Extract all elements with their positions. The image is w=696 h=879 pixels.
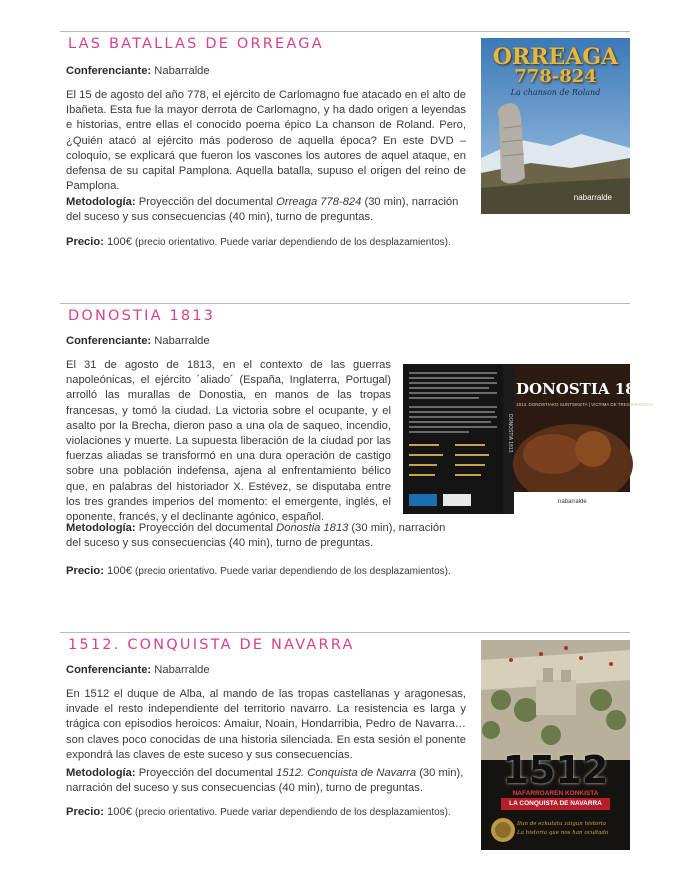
methodology-label: Metodología: — [66, 767, 136, 779]
speaker-label: Conferenciante: — [66, 335, 152, 347]
section-divider — [60, 31, 630, 32]
methodology — [66, 521, 446, 551]
documentary-title: Donostia 1813 — [276, 522, 349, 534]
documentary-title: Orreaga 778-824 — [276, 196, 362, 208]
price-note: (precio orientativo. Puede variar dependiendo de los desplazamientos). — [135, 807, 451, 818]
section-title: DONOSTIA 1813 — [68, 308, 216, 324]
cover-title: DONOSTIA 1813 — [516, 380, 657, 398]
orreaga-dvd-cover — [481, 38, 630, 214]
speaker-name: Nabarralde — [151, 664, 210, 676]
price-label: Precio: — [66, 565, 104, 577]
cover-subtitle: La chanson de Roland — [510, 88, 601, 97]
section-title: LAS BATALLAS DE ORREAGA — [68, 36, 324, 52]
methodology-text: (30 min), narración del suceso y sus consecuencias (40 min), turno de preguntas. — [66, 522, 446, 550]
speaker-label: Conferenciante: — [66, 65, 152, 77]
speaker-label: Conferenciante: — [66, 664, 152, 676]
cover-publisher: nabarralde — [558, 499, 587, 505]
section-title: 1512. CONQUISTA DE NAVARRA — [68, 637, 355, 653]
speaker-line — [66, 64, 210, 79]
cover-line1: NAFARROAREN KONKISTA — [512, 790, 599, 797]
cover-tagline: Ilun de ezkutatu zaigun historia — [517, 821, 606, 827]
methodology-text: Proyección del documental — [135, 522, 277, 534]
section-divider — [60, 632, 630, 633]
price-value: 100€ — [103, 565, 136, 577]
price-value: 100€ — [103, 806, 136, 818]
cover-title: ORREAGA — [492, 44, 619, 70]
methodology-text: (30 min), narración del suceso y sus consecuencias (40 min), turno de preguntas. — [66, 767, 464, 795]
speaker-name: Nabarralde — [151, 65, 210, 77]
cover-title: 1512 — [502, 748, 609, 792]
methodology-text: (30 min), narración del suceso y sus consecuencias (40 min), turno de preguntas. — [66, 196, 459, 224]
section-body: El 31 de agosto de 1813, en el contexto de las guerras napoleónicas, el ejército ´aliado´ (España, Inglaterra, Portugal) arrolló las murallas de Donostia, en manos de las tropas francesas, y tomó la ciudad. La victoria sobre el ocupante, y el asalto por la Brecha, dieron paso a una ola de saqueo, incendio, violaciones y muerte. La supuesta liberación de la ciudad por las fuerzas aliadas se transformó en una dura operación de castigo sobre una población indefensa, ajena al enfrentamiento bélico que, en palabras del historiador X. Estévez, se disputaba entre los tres grandes imperios del momento: el emergente, inglés, el oponente, francés, y el declinante agónico, español. — [66, 359, 391, 524]
section-body: En 1512 el duque de Alba, al mando de las tropas castellanas y aragonesas, invade el resto independiente del territorio navarro. La resistencia es larga y trágica con episodios heroicos: Amaiur, Noain, Hondarribia, Pedro de Navarra… son claves poco conocidas de una historia silenciada. En esta sesión el ponente expondrá las claves de este suceso y sus consecuencias. — [66, 688, 466, 761]
cover-years: 778-824 — [514, 66, 597, 87]
section-body: El 15 de agosto del año 778, el ejército de Carlomagno fue atacado en el alto de Ibañeta. Esta fue la mayor derrota de Carlomagno, y ha dado origen a leyendas e historias, entre ellas el conocido poema épico La chanson de Roland. Pero, ¿Quién atacó al ejército más poderoso de aquella época? En este DVD – coloquio, se explicará que fueron los vascones los autores de aquel ataque, en defensa de su capital Pamplona. Aquella batalla, supuso el origen del reino de Pamplona. — [66, 89, 466, 193]
cover-spine: DONOSTIA 1813 — [507, 414, 513, 453]
documentary-title: 1512. Conquista de Navarra — [276, 767, 417, 779]
conquista-dvd-cover — [481, 640, 630, 850]
methodology-text: Proyección del documental — [135, 767, 277, 779]
price-note: (precio orientativo. Puede variar dependiendo de los desplazamientos). — [135, 237, 451, 248]
price-line — [66, 235, 451, 250]
cover-tagline2: La historia que nos han ocultado — [517, 830, 609, 836]
price-note: (precio orientativo. Puede variar dependiendo de los desplazamientos). — [135, 566, 451, 577]
methodology — [66, 195, 466, 225]
speaker-line — [66, 334, 210, 349]
cover-line2: LA CONQUISTA DE NAVARRA — [509, 800, 602, 807]
methodology-label: Metodología: — [66, 522, 136, 534]
price-line — [66, 564, 451, 579]
price-value: 100€ — [103, 236, 136, 248]
methodology — [66, 766, 466, 796]
speaker-line — [66, 663, 210, 678]
section-divider — [60, 303, 630, 304]
methodology-text: Proyección del documental — [135, 196, 277, 208]
donostia-dvd-cover — [403, 364, 657, 514]
cover-subtitle: 1813. DONOSTIAKO SUNTSIKETA | VICTIMA DE TRES IMPERIOS — [516, 402, 654, 407]
price-label: Precio: — [66, 806, 104, 818]
methodology-label: Metodología: — [66, 196, 136, 208]
price-label: Precio: — [66, 236, 104, 248]
speaker-name: Nabarralde — [151, 335, 210, 347]
price-line — [66, 805, 451, 820]
cover-publisher: nabarralde — [573, 193, 612, 202]
